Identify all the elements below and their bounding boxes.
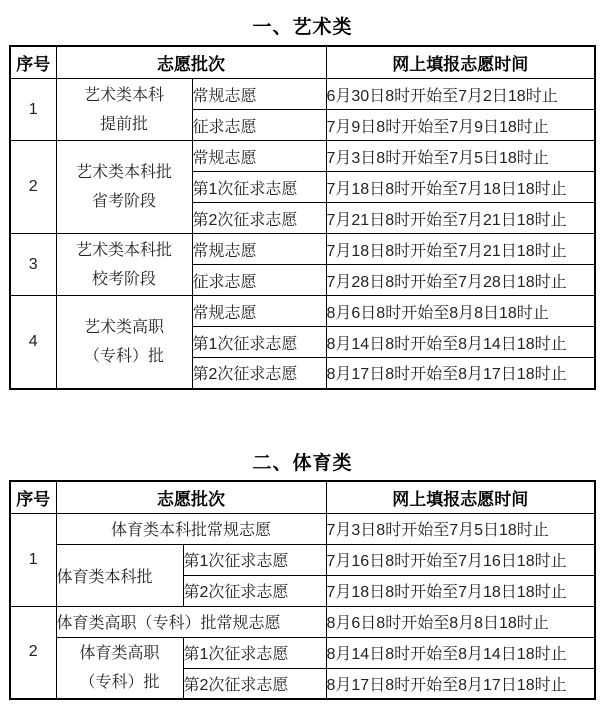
- time-cell: 8月14日8时开始至8月14日18时止: [326, 327, 595, 358]
- sub-batch-cell: 征求志愿: [192, 265, 326, 296]
- merged-batch-cell: 体育类本科批常规志愿: [56, 513, 326, 544]
- seq-cell: 1: [10, 513, 56, 606]
- time-cell: 7月18日8时开始至7月21日18时止: [326, 234, 595, 265]
- section-title-sports: 二、体育类: [252, 452, 353, 474]
- time-cell: 8月17日8时开始至8月17日18时止: [326, 358, 595, 389]
- batch-name-line: 体育类高职: [79, 644, 160, 662]
- time-cell: 7月3日8时开始至7月5日18时止: [326, 141, 595, 172]
- sub-batch-cell: 第2次征求志愿: [192, 358, 326, 389]
- seq-cell: 1: [10, 79, 56, 141]
- sub-batch-cell: 第2次征求志愿: [183, 575, 326, 606]
- sub-batch-cell: 第1次征求志愿: [192, 172, 326, 203]
- table-row: [10, 606, 595, 637]
- batch-name-cell: [56, 296, 192, 389]
- sub-batch-cell: 第1次征求志愿: [183, 637, 326, 668]
- col-header-batch: 志愿批次: [56, 46, 326, 79]
- time-cell: 7月28日8时开始至7月28日18时止: [326, 265, 595, 296]
- sub-batch-cell: 第2次征求志愿: [183, 668, 326, 699]
- section-art: [9, 14, 596, 390]
- time-cell: 8月17日8时开始至8月17日18时止: [326, 668, 595, 699]
- table-row: [10, 79, 595, 110]
- batch-name-cell: [56, 637, 183, 699]
- time-cell: 7月18日8时开始至7月18日18时止: [326, 172, 595, 203]
- batch-name-cell: 体育类本科批: [56, 544, 183, 606]
- sub-batch-cell: 第2次征求志愿: [192, 203, 326, 234]
- batch-name-line: 艺术类本科批: [75, 241, 172, 259]
- col-header-time: 网上填报志愿时间: [326, 46, 595, 79]
- sub-batch-cell: 第1次征求志愿: [183, 544, 326, 575]
- col-header-batch: 志愿批次: [56, 481, 326, 514]
- sports-schedule-table: [9, 480, 596, 701]
- header-row: [10, 481, 595, 514]
- col-header-seq: 序号: [10, 46, 56, 79]
- time-cell: 8月6日8时开始至8月8日18时止: [326, 606, 595, 637]
- batch-name-line: 校考阶段: [91, 270, 156, 288]
- sub-batch-cell: 常规志愿: [192, 296, 326, 327]
- time-cell: 7月3日8时开始至7月5日18时止: [326, 513, 595, 544]
- time-cell: 7月18日8时开始至7月18日18时止: [326, 575, 595, 606]
- batch-name-line: （专科）批: [79, 673, 160, 691]
- seq-cell: 2: [10, 606, 56, 699]
- batch-name-cell: [56, 79, 192, 141]
- section-title-art: 一、艺术类: [252, 17, 353, 38]
- time-cell: 8月6日8时开始至8月8日18时止: [326, 296, 595, 327]
- batch-name-line: （专科）批: [83, 347, 164, 365]
- table-row: [10, 637, 595, 668]
- sub-batch-cell: 常规志愿: [192, 234, 326, 265]
- batch-name-cell: [56, 234, 192, 296]
- seq-cell: 4: [10, 296, 56, 389]
- table-row: [10, 141, 595, 172]
- time-cell: 7月16日8时开始至7月16日18时止: [326, 544, 595, 575]
- time-cell: 7月21日8时开始至7月21日18时止: [326, 203, 595, 234]
- seq-cell: 2: [10, 141, 56, 234]
- sub-batch-cell: 常规志愿: [192, 141, 326, 172]
- header-row: [10, 46, 595, 79]
- seq-cell: 3: [10, 234, 56, 296]
- time-cell: 6月30日8时开始至7月2日18时止: [326, 79, 595, 110]
- art-schedule-table: [9, 45, 596, 390]
- merged-batch-cell: 体育类高职（专科）批常规志愿: [56, 606, 326, 637]
- batch-name-cell: [56, 141, 192, 234]
- batch-name-line: 省考阶段: [91, 193, 156, 210]
- col-header-seq: 序号: [10, 481, 56, 514]
- col-header-time: 网上填报志愿时间: [326, 481, 595, 514]
- time-cell: 8月14日8时开始至8月14日18时止: [326, 637, 595, 668]
- batch-name-line: 艺术类本科: [83, 86, 164, 104]
- batch-name-line: 提前批: [99, 115, 148, 133]
- batch-name-line: 艺术类本科批: [75, 164, 172, 181]
- sub-batch-cell: 常规志愿: [192, 79, 326, 110]
- table-row: [10, 234, 595, 265]
- table-row: [10, 296, 595, 327]
- batch-name-line: 艺术类高职: [83, 318, 164, 336]
- table-row: [10, 544, 595, 575]
- sub-batch-cell: 第1次征求志愿: [192, 327, 326, 358]
- time-cell: 7月9日8时开始至7月9日18时止: [326, 110, 595, 141]
- table-row: [10, 513, 595, 544]
- section-sports: [9, 450, 596, 701]
- sub-batch-cell: 征求志愿: [192, 110, 326, 141]
